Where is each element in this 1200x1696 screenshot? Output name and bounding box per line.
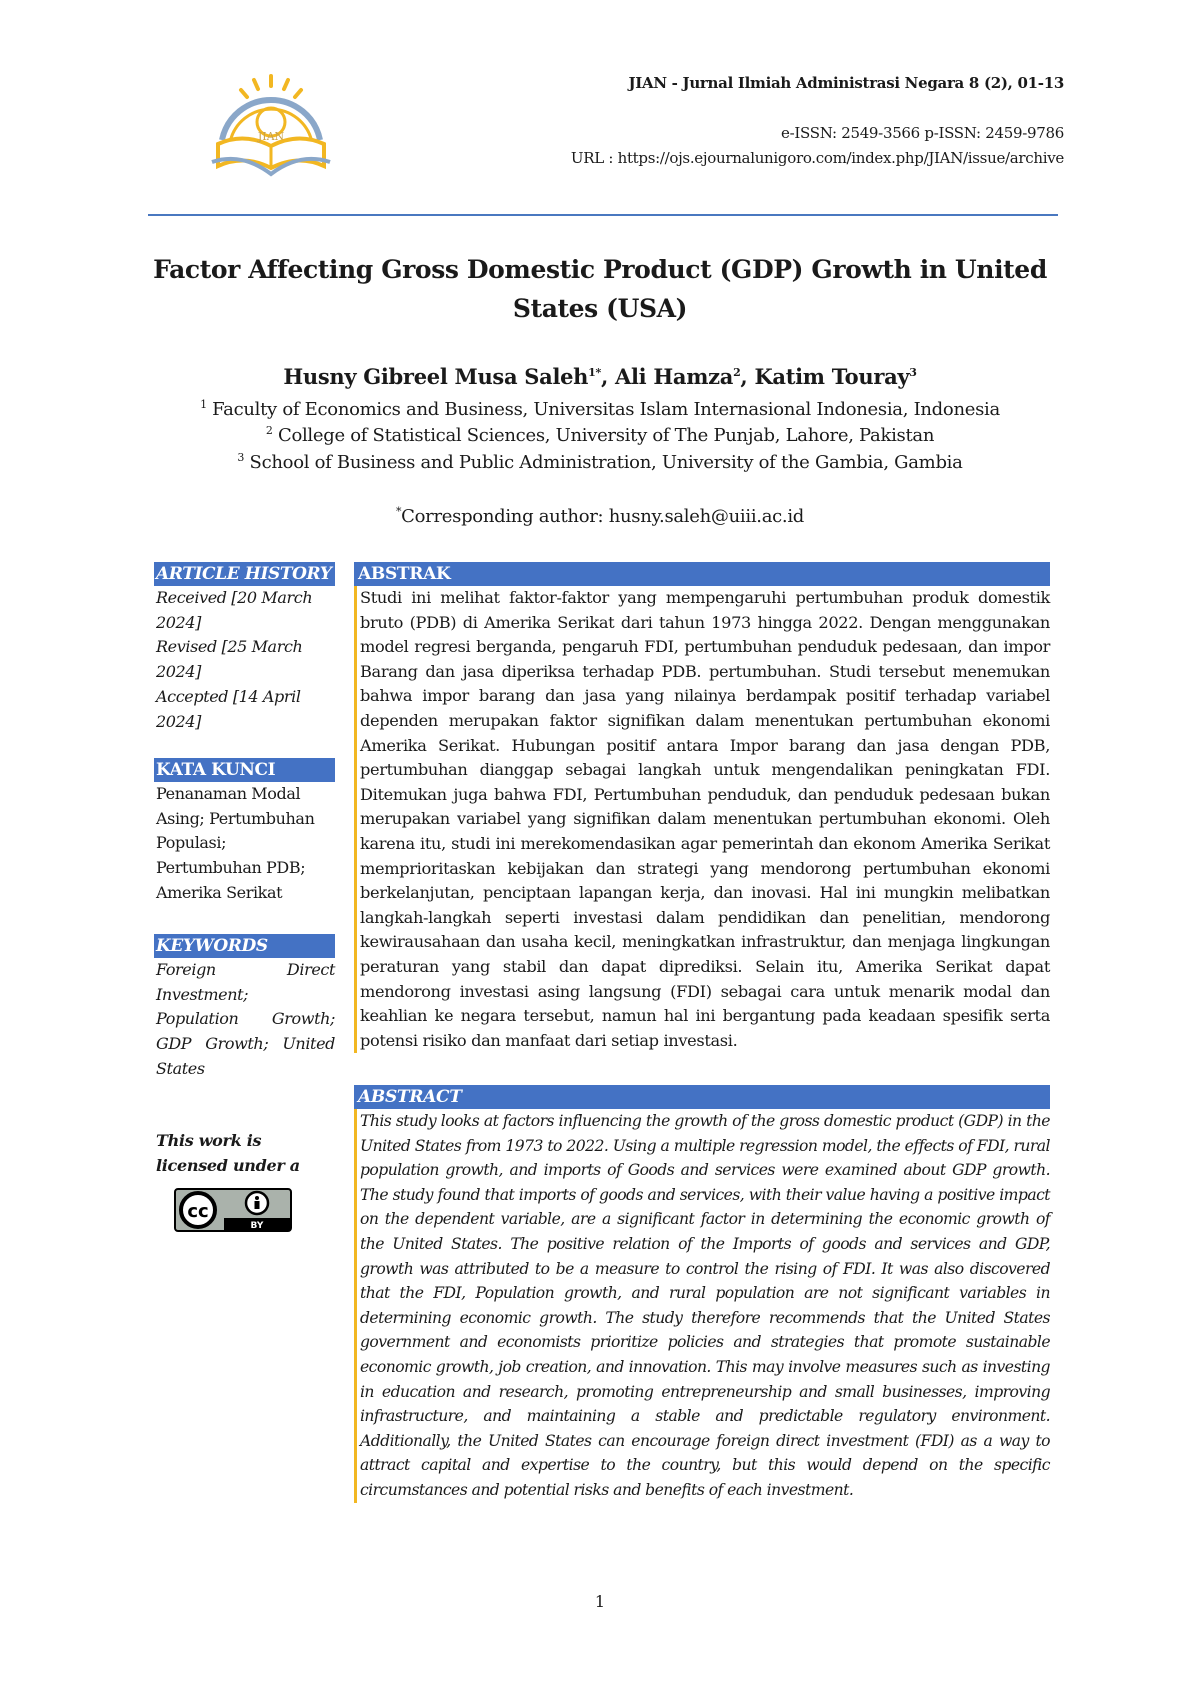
affiliation-1 bbox=[150, 398, 1050, 420]
corresponding-author bbox=[150, 505, 1050, 527]
author-sup: 3 bbox=[909, 366, 917, 379]
affiliation-number: 1 bbox=[200, 398, 207, 411]
author-separator: , bbox=[600, 364, 615, 389]
affiliation-text: School of Business and Public Administration, University of the Gambia, Gambia bbox=[244, 452, 963, 473]
abstrak-text: Studi ini melihat faktor-faktor yang mempengaruhi pertumbuhan produk domestik bruto (PDB) di Amerika Serikat dari tahun 1973 hingga 2022. Dengan menggunakan model regresi berganda, pengaruh FDI, pertumbuhan penduduk pedesaan, dan impor Barang dan jasa diperiksa terhadap PDB. pertumbuhan. Studi tersebut menemukan bahwa impor barang dan jasa yang nilainya berdampak positif terhadap variabel dependen merupakan faktor signifikan dalam menentukan pertumbuhan ekonomi Amerika Serikat. Hubungan positif antara Impor barang dan jasa dengan PDB, pertumbuhan dianggap sebagai langkah untuk mengendalikan peningkatan FDI. Ditemukan juga bahwa FDI, Pertumbuhan penduduk, dan penduduk pedesaan bukan merupakan variabel yang signifikan dalam menentukan pertumbuhan ekonomi. Oleh karena itu, studi ini merekomendasikan agar pemerintah dan ekonom Amerika Serikat memprioritaskan kebijakan dan strategi yang mendorong pertumbuhan ekonomi berkelanjutan, penciptaan lapangan kerja, dan inovasi. Hal ini mungkin melibatkan langkah-langkah seperti investasi dalam pendidikan dan penelitian, mendorong kewirausahaan dan usaha kecil, meningkatkan infrastruktur, dan menjaga lingkungan peraturan yang stabil dan dapat diprediksi. Selain itu, Amerika Serikat dapat mendorong investasi asing langsung (FDI) sebagai cara untuk menarik modal dan keahlian ke negara tersebut, namun hal ini bergantung pada keadaan spesifik serta potensi risiko dan manfaat dari setiap investasi. bbox=[354, 586, 1050, 1053]
author-sup: 2 bbox=[733, 366, 741, 379]
author-list bbox=[150, 364, 1050, 389]
abstract-section bbox=[354, 1085, 1050, 1503]
article-history bbox=[154, 562, 335, 734]
page-number: 1 bbox=[594, 1592, 606, 1611]
logo-text: JIAN bbox=[257, 130, 285, 143]
abstrak-heading: ABSTRAK bbox=[354, 562, 1050, 586]
affiliation-text: College of Statistical Sciences, University of The Punjab, Lahore, Pakistan bbox=[272, 425, 935, 446]
corresponding-text: Corresponding author: husny.saleh@uiii.ac.id bbox=[401, 506, 805, 527]
author-separator: , bbox=[740, 364, 755, 389]
by-text: BY bbox=[250, 1221, 264, 1231]
keywords-heading: KEYWORDS bbox=[154, 934, 335, 958]
header-divider bbox=[148, 214, 1058, 216]
revised-date: Revised [25 March 2024] bbox=[156, 637, 303, 682]
author-name: Husny Gibreel Musa Saleh bbox=[283, 364, 589, 389]
kata-kunci-heading: KATA KUNCI bbox=[154, 758, 335, 782]
abstrak-section bbox=[354, 562, 1050, 1053]
article-history-heading: ARTICLE HISTORY bbox=[154, 562, 335, 586]
person-icon bbox=[255, 1196, 259, 1200]
corresponding-mark: * bbox=[395, 505, 402, 518]
accepted-date: Accepted [14 April 2024] bbox=[156, 686, 301, 731]
kata-kunci bbox=[154, 758, 335, 906]
cc-text: cc bbox=[187, 1201, 209, 1222]
abstract-heading: ABSTRACT bbox=[354, 1085, 1050, 1109]
paper-title: Factor Affecting Gross Domestic Product (GDP) Growth in United States (USA) bbox=[153, 255, 1047, 323]
affiliation-text: Faculty of Economics and Business, Universitas Islam Internasional Indonesia, Indonesia bbox=[206, 399, 1000, 420]
author-name: Ali Hamza bbox=[615, 364, 734, 389]
author-name: Katim Touray bbox=[754, 364, 910, 389]
affiliation-2 bbox=[150, 424, 1050, 446]
affiliation-number: 3 bbox=[237, 451, 245, 464]
journal-url: URL : https://ojs.ejournalunigoro.com/index.php/JIAN/issue/archive bbox=[570, 149, 1064, 167]
kata-kunci-text: Penanaman Modal Asing; Pertumbuhan Populasi; Pertumbuhan PDB; Amerika Serikat bbox=[156, 784, 315, 902]
affiliation-number: 2 bbox=[265, 424, 273, 437]
cc-by-badge[interactable] bbox=[174, 1188, 292, 1232]
affiliation-3 bbox=[150, 451, 1050, 473]
journal-citation: JIAN - Jurnal Ilmiah Administrasi Negara 8 (2), 01-13 bbox=[628, 74, 1064, 92]
license-statement: This work is licensed under a bbox=[156, 1131, 300, 1175]
issn-line: e-ISSN: 2549-3566 p-ISSN: 2459-9786 bbox=[781, 124, 1064, 142]
author-sup: 1* bbox=[588, 366, 601, 379]
journal-logo bbox=[208, 70, 334, 182]
abstract-text: This study looks at factors influencing the growth of the gross domestic product (GDP) in the United States from 1973 to 2022. Using a multiple regression model, the effects of FDI, rural population growth, and imports of Goods and services were examined about GDP growth. The study found that imports of goods and services, with their value having a positive impact on the dependent variable, are a significant factor in determining the economic growth of the United States. The positive relation of the Imports of goods and services and GDP, growth was attributed to be a measure to control the rising of FDI. It was also discovered that the FDI, Population growth, and rural population are not significant variables in determining economic growth. The study therefore recommends that the United States government and economists prioritize policies and strategies that promote sustainable economic growth, job creation, and innovation. This may involve measures such as investing in education and research, promoting entrepreneurship and small businesses, improving infrastructure, and maintaining a stable and predictable regulatory environment. Additionally, the United States can encourage foreign direct investment (FDI) as a way to attract capital and expertise to the country, but this would depend on the specific circumstances and potential risks and benefits of each investment. bbox=[354, 1109, 1050, 1503]
received-date: Received [20 March 2024] bbox=[156, 588, 313, 632]
keywords bbox=[154, 934, 335, 1082]
keywords-text: Foreign Direct Investment; Population Growth; GDP Growth; United States bbox=[156, 960, 335, 1078]
